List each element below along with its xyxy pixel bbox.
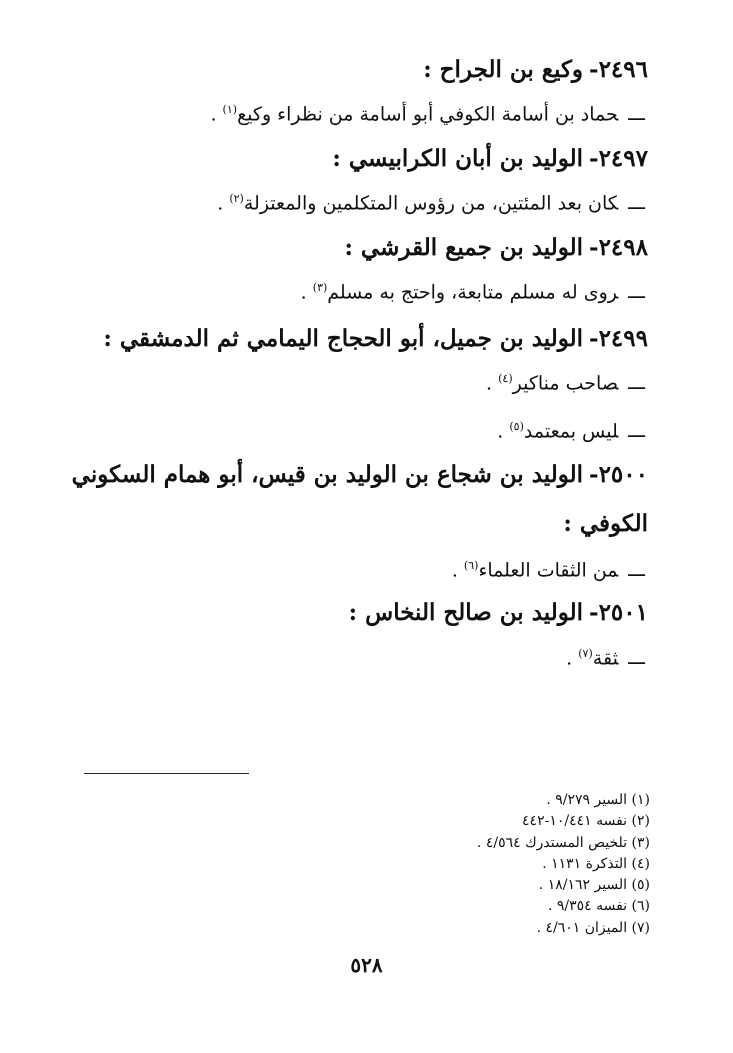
note-dash: ـــ xyxy=(628,103,645,126)
entry-note xyxy=(497,420,645,442)
entry-note xyxy=(486,372,645,394)
entry-title xyxy=(349,599,648,626)
entry-title xyxy=(71,461,648,488)
note-end: . xyxy=(300,281,313,304)
entry-number: ٢٤٩٦- xyxy=(589,56,648,83)
entry-title xyxy=(103,325,648,352)
entry-name: الكوفي : xyxy=(563,510,648,537)
entry-note xyxy=(217,192,645,214)
entry-note xyxy=(301,281,645,303)
note-dash: ـــ xyxy=(628,372,645,395)
footnote: (٦) نفسه ٩/٣٥٤ . xyxy=(547,898,650,915)
footnote-ref: (٦) xyxy=(463,559,479,572)
entry-note xyxy=(210,103,645,125)
entry-title xyxy=(344,234,648,261)
note-end: . xyxy=(217,192,230,215)
note-end: . xyxy=(566,647,579,670)
note-dash: ـــ xyxy=(628,559,645,582)
entry-number: ٢٤٩٩- xyxy=(589,325,648,352)
note-dash: ـــ xyxy=(628,281,645,304)
entry-number: ٢٤٩٨- xyxy=(589,234,648,261)
entry-title-continued xyxy=(563,510,648,537)
footnote: (٥) السير ١٨/١٦٢ . xyxy=(538,877,650,894)
note-text: روى له مسلم متابعة، واحتج به مسلم xyxy=(327,281,619,304)
note-text: ثقة xyxy=(592,647,619,670)
note-dash: ـــ xyxy=(628,192,645,215)
footnote-divider xyxy=(84,773,249,774)
entry-number: ٢٥٠٠- xyxy=(589,461,648,488)
entry-number: ٢٤٩٧- xyxy=(589,145,648,172)
entry-name: الوليد بن شجاع بن الوليد بن قيس، أبو همام السكوني xyxy=(71,461,584,488)
note-text: كان بعد المئتين، من رؤوس المتكلمين والمعتزلة xyxy=(243,192,619,215)
entry-note xyxy=(566,647,645,669)
entry-name: الوليد بن جميع القرشي : xyxy=(344,234,584,261)
entry-note xyxy=(452,559,645,581)
footnotes xyxy=(477,790,650,939)
note-text: ليس بمعتمد xyxy=(523,420,619,443)
footnote-ref: (٧) xyxy=(578,647,593,660)
note-end: . xyxy=(497,420,510,443)
footnote-ref: (٢) xyxy=(229,192,244,205)
entry-title xyxy=(332,145,648,172)
note-end: . xyxy=(451,559,464,582)
entry-name: الوليد بن أبان الكرابيسي : xyxy=(332,145,584,172)
note-end: . xyxy=(486,372,499,395)
entry-name: وكيع بن الجراح : xyxy=(423,56,584,83)
footnote: (٤) التذكرة ١١٣١ . xyxy=(542,855,650,872)
entry-number: ٢٥٠١- xyxy=(589,599,648,626)
footnote: (٢) نفسه ١٠/٤٤١-٤٤٢ xyxy=(522,813,650,830)
footnote: (٣) تلخيص المستدرك ٤/٥٦٤ . xyxy=(476,834,650,851)
footnote-ref: (٥) xyxy=(509,420,524,433)
footnote-ref: (١) xyxy=(222,103,238,116)
footnote-ref: (٣) xyxy=(312,281,328,294)
page-number: ٥٢٨ xyxy=(350,953,383,977)
entry-name: الوليد بن جميل، أبو الحجاج اليمامي ثم الدمشقي : xyxy=(103,325,584,352)
note-end: . xyxy=(210,103,223,126)
entry-title xyxy=(423,56,648,83)
note-text: حماد بن أسامة الكوفي أبو أسامة من نظراء وكيع xyxy=(237,103,619,126)
note-text: من الثقات العلماء xyxy=(478,559,619,582)
note-text: صاحب مناكير xyxy=(512,372,619,395)
note-dash: ـــ xyxy=(628,420,645,443)
footnote-ref: (٤) xyxy=(498,372,513,385)
footnote: (٧) الميزان ٤/٦٠١ . xyxy=(536,919,650,936)
entry-name: الوليد بن صالح النخاس : xyxy=(348,599,584,626)
footnote: (١) السير ٩/٢٧٩ . xyxy=(546,792,650,808)
note-dash: ـــ xyxy=(628,647,645,670)
